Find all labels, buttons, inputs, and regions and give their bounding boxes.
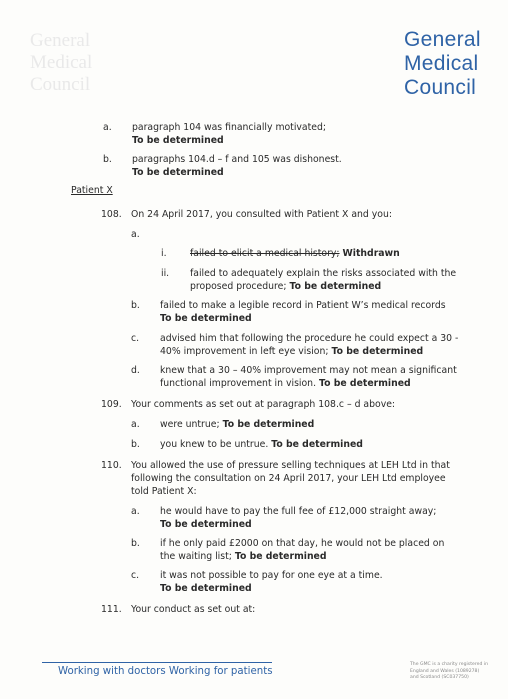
item-text: it was not possible to pay for one eye at a time. [160, 570, 383, 581]
item-label: a. [131, 419, 140, 430]
status-text: Withdrawn [342, 248, 400, 259]
item-text [190, 248, 400, 260]
ghost-watermark [30, 30, 120, 96]
withdrawn-text: failed to elicit a medical history; [190, 248, 340, 259]
status-text: To be determined [132, 167, 224, 178]
paragraph-number: 108. [101, 209, 122, 220]
item-label: a. [131, 506, 140, 517]
item-text: if he only paid £2000 on that day, he would not be placed on [160, 538, 445, 549]
status-text: To be determined [160, 313, 252, 324]
status-text: To be determined [271, 439, 363, 450]
item-label: i. [161, 248, 167, 259]
item-text-part: the waiting list; [160, 551, 232, 562]
footer-registration [410, 662, 502, 682]
footer-divider [42, 662, 272, 663]
status-text: To be determined [160, 519, 252, 530]
footer-small-line-3: and Scotland (SC037750) [410, 675, 469, 681]
status-text: To be determined [160, 583, 252, 594]
item-label: a. [103, 122, 112, 133]
item-text: failed to adequately explain the risks associated with the [190, 268, 457, 279]
item-text [160, 346, 423, 358]
item-text-part: functional improvement in vision. [160, 378, 317, 389]
logo-line-3: Council [404, 76, 477, 99]
footer-small-line-1: The GMC is a charity registered in [410, 662, 489, 667]
item-label: b. [131, 538, 140, 549]
status-text: To be determined [331, 346, 424, 357]
status-text: To be determined [132, 135, 224, 146]
paragraph-text: On 24 April 2017, you consulted with Patient X and you: [131, 209, 392, 220]
item-text: failed to make a legible record in Patient W’s medical records [160, 300, 446, 311]
item-text [190, 281, 381, 293]
item-text [160, 419, 314, 431]
item-label: b. [103, 154, 112, 165]
item-text-part: proposed procedure; [190, 281, 287, 292]
item-label: c. [131, 333, 140, 344]
item-text-part: you knew to be untrue. [160, 439, 269, 450]
item-label: b. [131, 439, 140, 450]
paragraph-text: told Patient X: [131, 486, 197, 497]
item-text: he would have to pay the full fee of £12,000 straight away; [160, 506, 437, 517]
item-label: d. [131, 365, 140, 376]
item-text [160, 439, 363, 451]
status-text: To be determined [222, 419, 315, 430]
paragraph-number: 109. [101, 399, 122, 410]
item-text: knew that a 30 – 40% improvement may not mean a significant [160, 365, 457, 376]
paragraph-text: You allowed the use of pressure selling techniques at LEH Ltd in that [131, 460, 450, 471]
status-text: To be determined [319, 378, 411, 389]
gmc-logo [404, 28, 504, 100]
status-text: To be determined [234, 551, 327, 562]
item-text: advised him that following the procedure he could expect a 30 - [160, 333, 459, 344]
paragraph-text: Your comments as set out at paragraph 108.c – d above: [131, 399, 396, 410]
footer-small-line-2: England and Wales (1089278) [410, 668, 480, 674]
item-text: paragraphs 104.d – f and 105 was dishonest. [132, 154, 342, 165]
item-text-part: were untrue; [160, 419, 220, 430]
paragraph-text: following the consultation on 24 April 2017, your LEH Ltd employee [131, 473, 446, 484]
item-label: c. [131, 570, 140, 581]
item-text-part: 40% improvement in left eye vision; [160, 346, 329, 357]
ghost-line-3: Council [30, 74, 91, 95]
item-text [160, 378, 411, 390]
item-label: ii. [161, 268, 170, 279]
paragraph-number: 111. [101, 604, 122, 615]
logo-line-1: General [404, 28, 481, 51]
status-text: To be determined [289, 281, 382, 292]
item-label: b. [131, 300, 140, 311]
paragraph-number: 110. [101, 460, 122, 471]
footer-tagline: Working with doctors Working for patients [58, 666, 273, 677]
item-text: paragraph 104 was financially motivated; [132, 122, 327, 133]
item-text [160, 551, 327, 563]
section-heading: Patient X [71, 185, 113, 196]
item-label: a. [131, 229, 140, 240]
ghost-line-2: Medical [30, 52, 93, 73]
paragraph-text: Your conduct as set out at: [131, 604, 256, 615]
logo-line-2: Medical [404, 52, 479, 75]
ghost-line-1: General [30, 30, 91, 51]
